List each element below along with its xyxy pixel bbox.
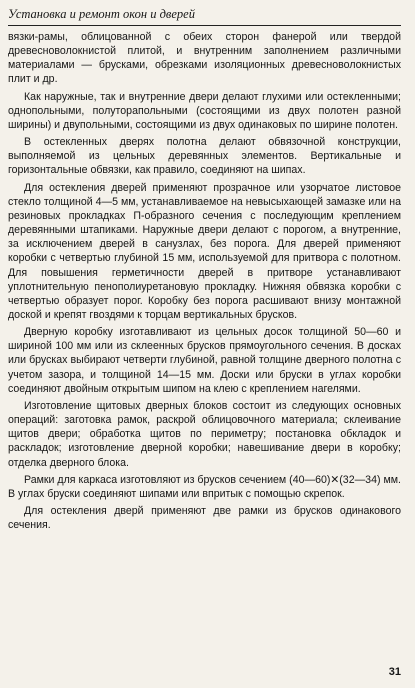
paragraph: Рамки для каркаса изготовляют из брусков сечением (40—60)✕(32—34) мм. В углах бруски соединяют шипами или впритык с помощью скрепок. [8,473,401,500]
paragraph: Изготовление щитовых дверных блоков состоит из следующих основных операций: заготовка рамок, раскрой облицовочного материала; склеивание щитов двери; обработка щитов по периметру; постановка обкладок и раскладок; изготовление дверной коробки; навешивание двери в коробку; отделка дверного блока. [8,399,401,469]
page-number: 31 [388,666,401,678]
paragraph: Как наружные, так и внутренние двери делают глухими или остекленными; однопольными, полуторапольными (состоящими из двух полотен разной ширины) и двупольными, состоящими из двух одинаковых по ширине полотен. [8,90,401,131]
paragraph: Для остекления дверей применяют прозрачное или узорчатое листовое стекло толщиной 4—5 мм, устанавливаемое на невысыхающей замазке или на резиновых прокладках П-образного сечения с последующим креплением деревянными штапиками. Наружные двери делают с порогом, а внутренние, за исключением дверей в санузлах, без порога. Для дверей применяют коробки с четвертью глубиной 15 мм, используемой для притвора с полотном. Для повышения герметичности дверей в притворе устанавливают уплотнительную пенополиуретановую прокладку. Нижняя обвязка коробки с четвертью образует порог. Коробку без порога расшивают внизу монтажной доской и крепят гвоздями к торцам вертикальных брусков. [8,181,401,321]
running-header: Установка и ремонт окон и дверей [8,6,401,26]
body-text [8,30,401,532]
paragraph: вязки-рамы, облицованной с обеих сторон фанерой или твердой древесноволокнистой плитой, и внутренним заполнением различными материалами — брусками, обрезками изоляционных древесноволокнистых плит и др. [8,31,401,86]
paragraph: Дверную коробку изготавливают из цельных досок толщиной 50—60 и шириной 100 мм или из склеенных брусков прямоугольного сечения. В досках или брусках выбирают четверти глубиной, равной толщине дверного полотна с учетом зазора, и толщиной 14—15 мм. Доски или бруски в углах коробки соединяют двойным открытым шипом на клею с креплением нагелями. [8,326,401,395]
paragraph: Для остекления дверй применяют две рамки из брусков одинакового сечения. [8,505,401,532]
paragraph: В остекленных дверях полотна делают обвязочной конструкции, выполняемой из цельных деревянных элементов. Вертикальные и горизонтальные обвязки, как правило, соединяют на шипах. [8,136,401,177]
